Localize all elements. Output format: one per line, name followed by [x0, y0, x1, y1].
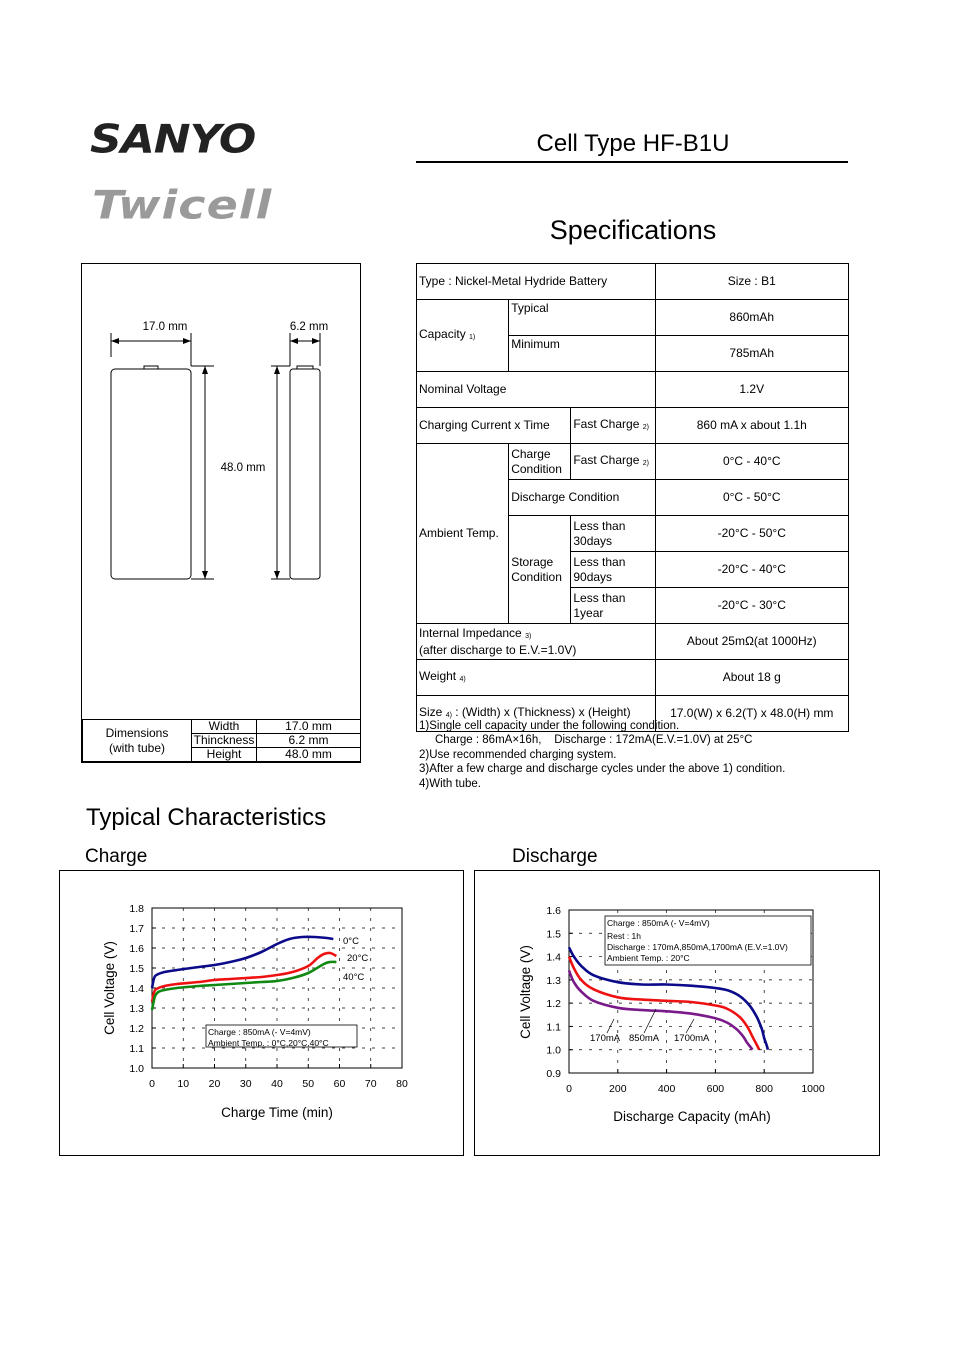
dimensions-label: Dimensions (with tube): [83, 720, 192, 762]
spec-storage-value: -20°C - 40°C: [655, 552, 848, 588]
spec-minimum-value: 785mAh: [655, 336, 848, 372]
charge-x-tick-label: 50: [302, 1078, 315, 1090]
discharge-x-tick-label: 0: [566, 1083, 572, 1095]
discharge-x-tick-label: 1000: [801, 1083, 825, 1095]
charge-x-tick-label: 20: [208, 1078, 221, 1090]
battery-side-terminal: [297, 366, 313, 369]
charge-series-label-0c: 0°C: [343, 936, 359, 947]
spec-storage-label: Less than 1year: [571, 588, 655, 624]
charge-y-tick-label: 1.1: [129, 1043, 144, 1055]
typical-characteristics-heading: Typical Characteristics: [86, 804, 327, 831]
discharge-series-label: 850mA: [629, 1033, 660, 1044]
charge-series-line: [152, 937, 333, 988]
charge-x-tick-label: 40: [271, 1078, 283, 1090]
charge-y-tick-label: 1.5: [129, 963, 144, 975]
discharge-xlabel: Discharge Capacity (mAh): [613, 1109, 771, 1124]
discharge-annotation-line: Ambient Temp. : 20°C: [607, 953, 690, 963]
spec-minimum-label: Minimum: [509, 336, 655, 372]
spec-charging-current-value: 860 mA x about 1.1h: [655, 408, 848, 444]
battery-side-outline: [290, 369, 320, 579]
discharge-y-tick-label: 1.0: [546, 1044, 561, 1057]
spec-storage-condition-label: Storage Condition: [509, 516, 571, 624]
spec-typical-value: 860mAh: [655, 300, 848, 336]
spec-discharge-condition-label: Discharge Condition: [509, 480, 655, 516]
battery-drawing: [81, 263, 361, 723]
discharge-y-tick-label: 1.3: [546, 974, 561, 987]
charge-x-tick-label: 10: [177, 1078, 190, 1090]
spec-discharge-temp-value: 0°C - 50°C: [655, 480, 848, 516]
spec-storage-value: -20°C - 30°C: [655, 588, 848, 624]
charge-series-label-20c: 20°C: [347, 953, 369, 964]
note-line: 4)With tube.: [419, 777, 481, 790]
spec-ambient-label: Ambient Temp.: [417, 444, 509, 624]
charge-y-tick-label: 1.7: [129, 923, 144, 935]
battery-front-terminal: [144, 366, 158, 369]
discharge-series-label: 1700mA: [674, 1033, 710, 1044]
spec-storage-label: Less than 90days: [571, 552, 655, 588]
discharge-annotation-line: Discharge : 170mA,850mA,1700mA (E.V.=1.0V): [607, 942, 788, 952]
battery-front-outline: [111, 369, 191, 579]
note-line: 3)After a few charge and discharge cycles under the above 1) condition.: [419, 763, 786, 776]
spec-weight-label: Weight $^{4)}$: [417, 660, 656, 696]
spec-fast-charge-label: Fast Charge $^{2)}$: [571, 444, 655, 480]
discharge-y-tick-label: 1.2: [546, 998, 561, 1011]
title-underline: [416, 161, 848, 163]
spec-weight-value: About 18 g: [655, 660, 848, 696]
twicell-logo: Twicell: [92, 182, 273, 228]
charge-x-tick-label: 60: [333, 1078, 346, 1090]
spec-capacity-label: Capacity $^{1)}$: [417, 300, 509, 372]
drawing-thickness-label: 6.2 mm: [289, 321, 329, 333]
spec-nominal-voltage-value: 1.2V: [655, 372, 848, 408]
dimensions-table: [82, 719, 361, 762]
spec-impedance-value: About 25mΩ(at 1000Hz): [655, 624, 848, 660]
discharge-ylabel: Cell Voltage (V): [518, 945, 533, 1039]
spec-charge-condition-label: Charge Condition: [509, 444, 571, 480]
discharge-series-label: 170mA: [590, 1033, 621, 1044]
discharge-y-tick-label: 1.6: [546, 905, 561, 917]
charge-x-tick-label: 0: [149, 1078, 155, 1090]
spec-storage-value: -20°C - 50°C: [655, 516, 848, 552]
discharge-y-tick-label: 1.5: [546, 928, 561, 941]
dim-row-value: 48.0 mm: [257, 748, 361, 762]
dim-row-value: 17.0 mm: [257, 720, 361, 734]
specifications-heading: Specifications: [549, 215, 717, 245]
charge-y-tick-label: 1.3: [129, 1003, 144, 1015]
charge-y-tick-label: 1.6: [129, 943, 144, 955]
specifications-table: [416, 263, 849, 732]
charge-x-tick-label: 30: [239, 1078, 252, 1090]
discharge-x-tick-label: 200: [609, 1083, 627, 1095]
charge-x-tick-label: 80: [396, 1078, 408, 1090]
page-title: Cell Type HF-B1U: [536, 130, 730, 157]
spec-typical-label: Typical: [509, 300, 655, 336]
spec-impedance-label: Internal Impedance $^{3)}$ (after discharge to E.V.=1.0V): [417, 624, 656, 660]
note-line: 1)Single cell capacity under the following condition.: [419, 720, 680, 732]
dim-row-name: Thinckness: [192, 734, 257, 748]
charge-y-tick-label: 1.4: [129, 983, 144, 995]
discharge-x-tick-label: 400: [657, 1083, 676, 1095]
sanyo-logo: SANYO: [90, 116, 256, 163]
charge-series-line: [152, 953, 336, 1002]
note-line: Charge : 86mA×16h, Discharge : 172mA(E.V.=1.0V) at 25°C: [419, 734, 753, 747]
discharge-chart: [474, 870, 880, 1156]
drawing-width-label: 17.0 mm: [142, 321, 188, 333]
charge-heading: Charge: [85, 846, 148, 867]
charge-ylabel: Cell Voltage (V): [102, 941, 117, 1035]
charge-y-tick-label: 1.0: [129, 1063, 144, 1075]
spec-charge-temp-value: 0°C - 40°C: [655, 444, 848, 480]
charge-x-tick-label: 70: [364, 1078, 377, 1090]
discharge-annotation-line: Charge : 850mA (- V=4mV): [607, 918, 710, 928]
discharge-heading: Discharge: [512, 846, 598, 867]
spec-size-label: Size $^{4)}$ : (Width) x (Thickness) x (Height): [417, 696, 656, 732]
note-line: 2)Use recommended charging system.: [419, 748, 617, 761]
charge-y-tick-label: 1.2: [129, 1023, 144, 1035]
charge-annotation-line: Ambient Temp. : 0°C,20°C,40°C: [208, 1038, 329, 1048]
discharge-x-tick-label: 800: [755, 1083, 773, 1095]
spec-charging-current-label: Charging Current x Time: [417, 408, 571, 444]
discharge-y-tick-label: 1.1: [546, 1021, 561, 1034]
spec-nominal-voltage-label: Nominal Voltage: [417, 372, 656, 408]
discharge-y-tick-label: 1.4: [546, 951, 561, 964]
charge-series-label-40c: 40°C: [343, 972, 365, 983]
dim-row-name: Width: [192, 720, 257, 734]
charge-chart: [59, 870, 464, 1156]
discharge-x-tick-label: 600: [706, 1083, 725, 1095]
spec-fast-charge-label: Fast Charge $^{2)}$: [571, 408, 655, 444]
dim-row-value: 6.2 mm: [257, 734, 361, 748]
discharge-y-tick-label: 0.9: [546, 1068, 561, 1080]
discharge-annotation-line: Rest : 1h: [607, 931, 642, 941]
spec-size: Size : B1: [655, 264, 848, 300]
spec-type: Type : Nickel-Metal Hydride Battery: [417, 264, 656, 300]
charge-y-tick-label: 1.8: [129, 903, 144, 915]
spec-size-value: 17.0(W) x 6.2(T) x 48.0(H) mm: [655, 696, 848, 732]
spec-notes: [419, 719, 785, 791]
charge-annotation-line: Charge : 850mA (- V=4mV): [208, 1027, 311, 1037]
dim-row-name: Height: [192, 748, 257, 762]
charge-xlabel: Charge Time (min): [221, 1105, 333, 1120]
spec-storage-label: Less than 30days: [571, 516, 655, 552]
drawing-height-label: 48.0 mm: [220, 462, 266, 474]
